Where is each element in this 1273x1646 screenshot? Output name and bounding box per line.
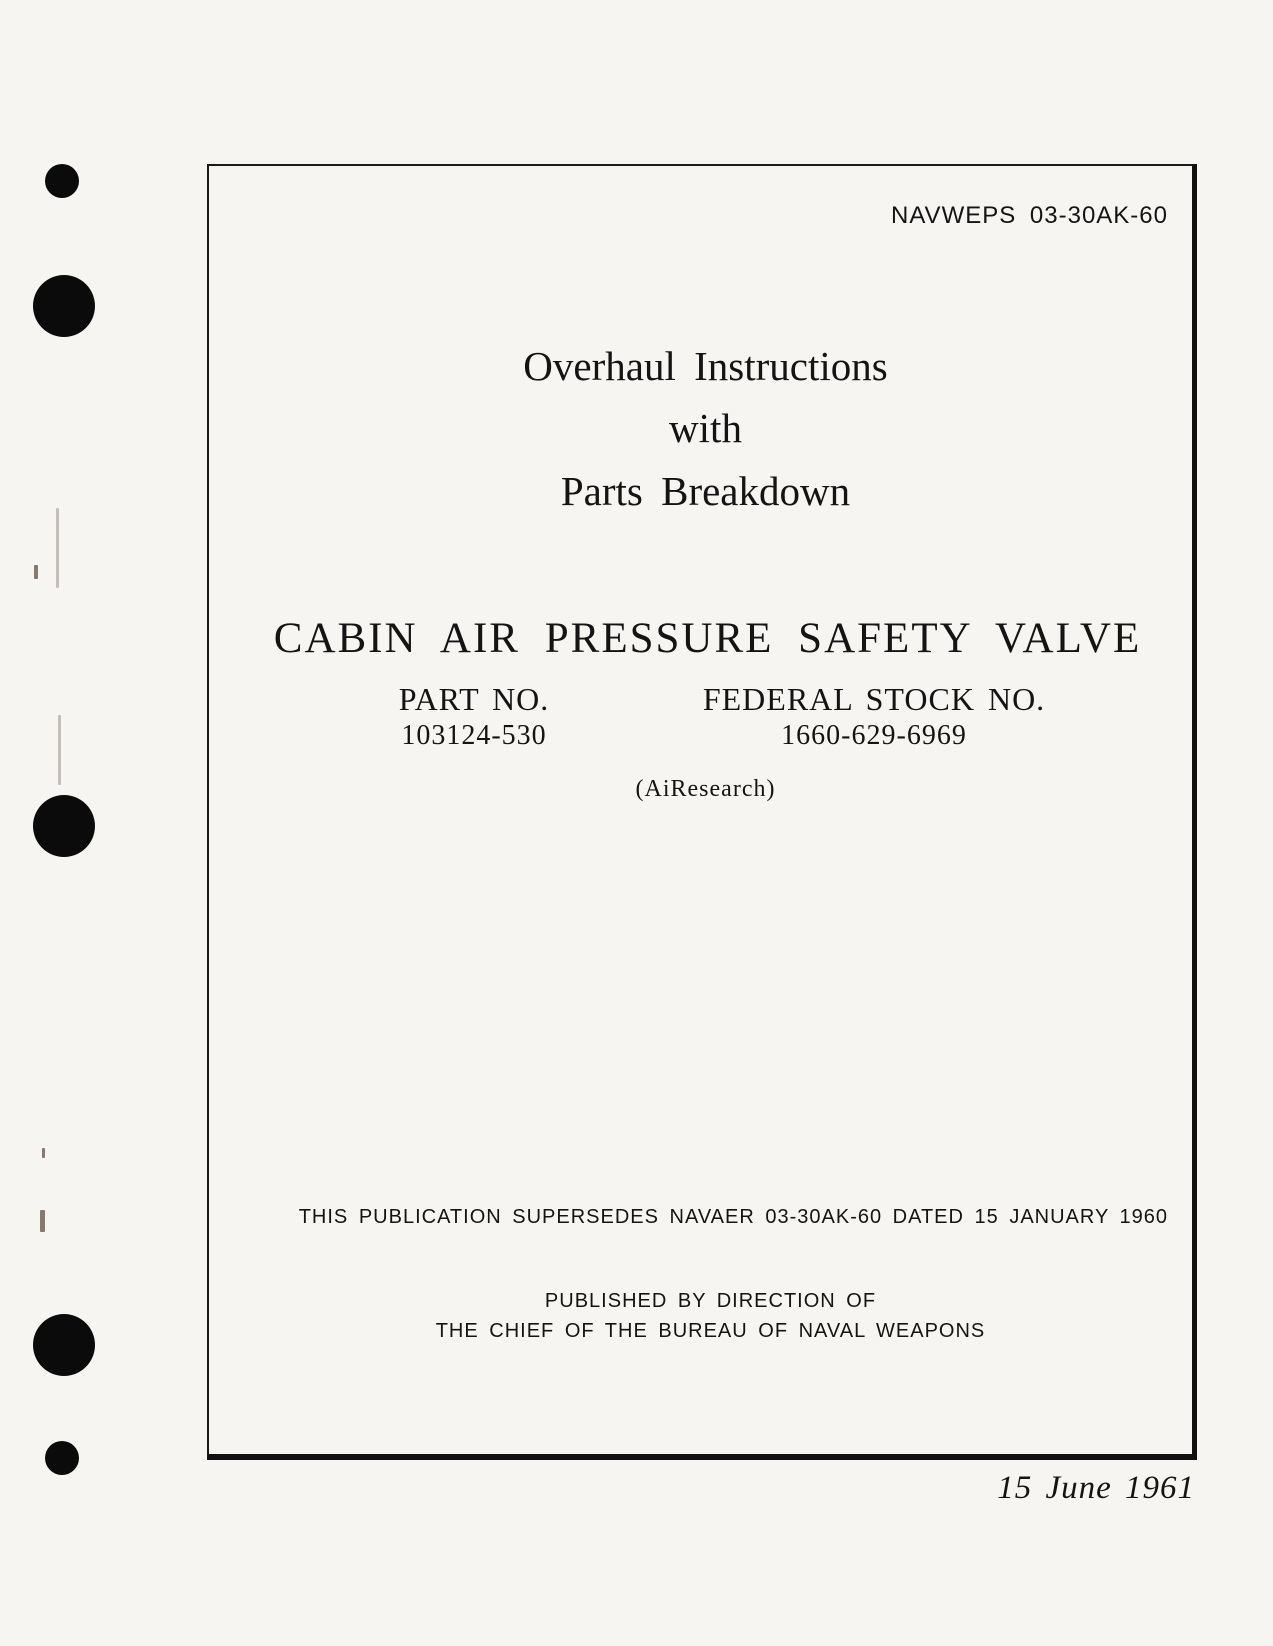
published-by-line-2: THE CHIEF OF THE BUREAU OF NAVAL WEAPONS (435, 1320, 986, 1342)
cover-frame (207, 164, 1197, 1460)
binder-hole-4 (33, 1314, 95, 1376)
margin-speck (56, 508, 59, 588)
binder-hole-1 (45, 164, 79, 198)
title-line-2: with (669, 405, 742, 451)
margin-speck (42, 1148, 45, 1158)
binder-hole-5 (45, 1441, 79, 1475)
federal-stock-number-label: FEDERAL STOCK NO. (702, 681, 1046, 717)
supersedes-notice: THIS PUBLICATION SUPERSEDES NAVAER 03-30AK-60 DATED 15 JANUARY 1960 (298, 1206, 1168, 1228)
binder-hole-2 (33, 275, 95, 337)
margin-speck (34, 565, 38, 579)
title-line-1: Overhaul Instructions (523, 343, 888, 389)
margin-speck (58, 715, 61, 785)
title-line-3: Parts Breakdown (560, 468, 851, 514)
published-by-line-1: PUBLISHED BY DIRECTION OF (544, 1290, 877, 1312)
publication-number: NAVWEPS 03-30AK-60 (891, 202, 1168, 229)
part-number-value: 103124-530 (401, 720, 547, 751)
equipment-name: CABIN AIR PRESSURE SAFETY VALVE (273, 615, 1142, 662)
margin-speck (40, 1210, 45, 1232)
manufacturer-name: (AiResearch) (635, 776, 776, 802)
publication-date: 15 June 1961 (997, 1470, 1195, 1506)
binder-hole-3 (33, 795, 95, 857)
federal-stock-number-block (679, 681, 1069, 752)
part-number-block (369, 681, 579, 752)
part-number-label: PART NO. (398, 681, 550, 717)
federal-stock-number-value: 1660-629-6969 (781, 720, 967, 751)
